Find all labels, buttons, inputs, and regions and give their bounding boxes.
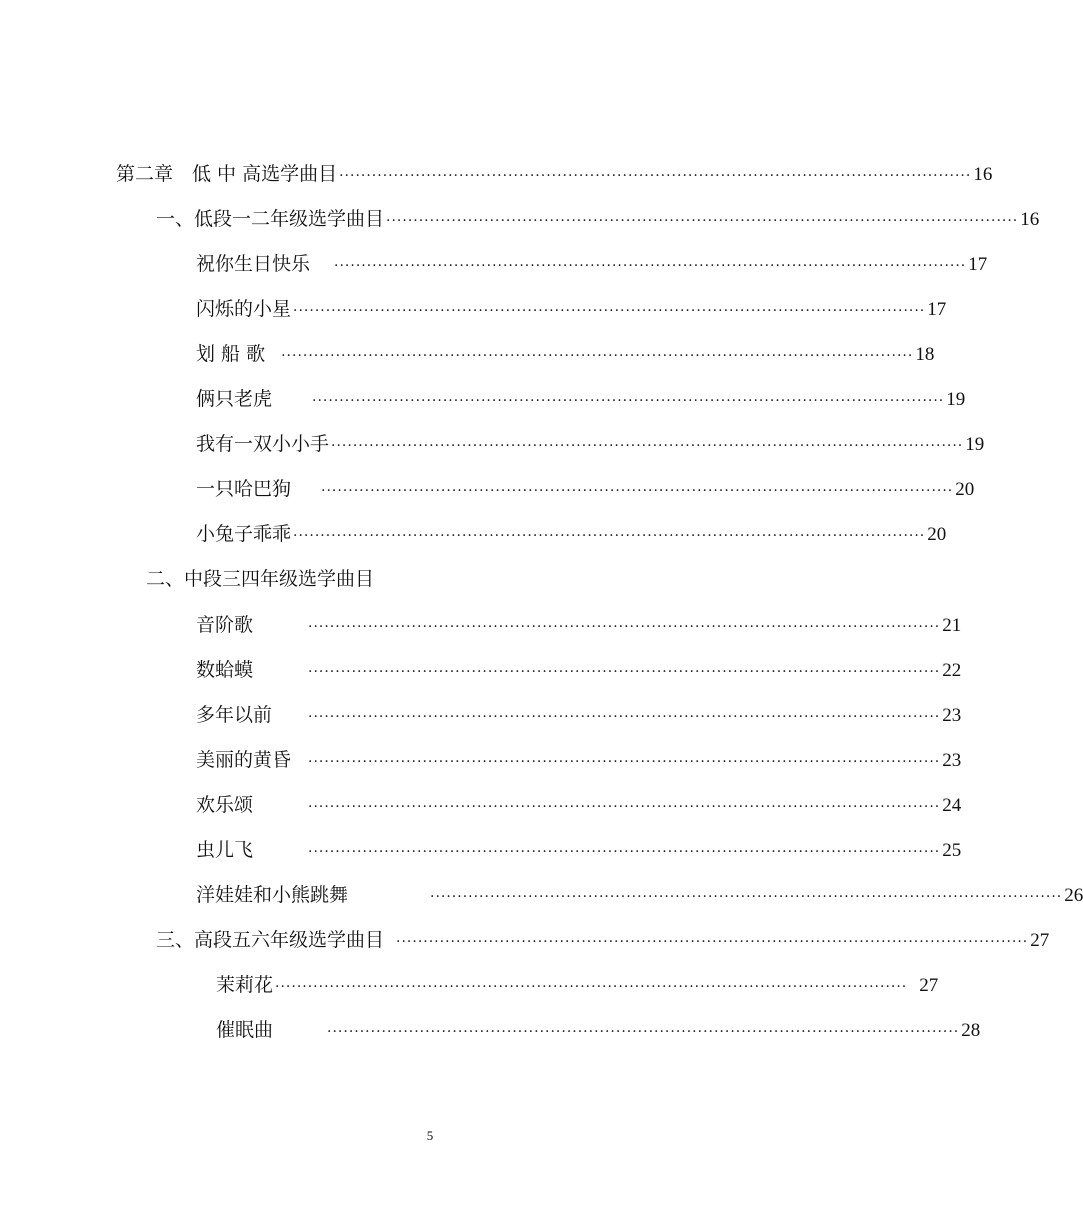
dot-leader: ···················································································································· <box>308 709 941 725</box>
toc-entry-page: 16 <box>1020 209 1040 230</box>
toc-entry-label: 虫儿飞 <box>196 839 254 861</box>
toc-entry-page: 17 <box>968 254 988 275</box>
toc-entry-page: 23 <box>942 705 962 726</box>
toc-entry-song[interactable] <box>196 701 962 729</box>
page-number: 5 <box>426 1128 434 1143</box>
toc-entry-label: 我有一双小小手 <box>196 433 330 455</box>
toc-entry-song[interactable] <box>196 520 947 548</box>
toc-entry-page: 27 <box>1030 930 1050 951</box>
toc-entry-label: 闪烁的小星 <box>196 298 292 320</box>
dot-leader: ···················································································································· <box>396 934 1029 950</box>
toc-entry-song[interactable] <box>196 611 962 639</box>
dot-leader: ···················································································································· <box>308 844 941 860</box>
toc-entry-page: 24 <box>942 795 962 816</box>
toc-entry-label: 一、低段一二年级选学曲目 <box>156 208 385 230</box>
toc-entry-song[interactable] <box>196 430 985 458</box>
toc-entry-label: 小兔子乖乖 <box>196 523 292 545</box>
toc-entry-label: 音阶歌 <box>196 614 254 636</box>
toc-entry-song[interactable] <box>196 746 962 774</box>
toc-entry-section-1[interactable] <box>156 205 1040 233</box>
toc-entry-label: 催眠曲 <box>216 1019 274 1041</box>
toc-entry-page: 19 <box>946 389 966 410</box>
dot-leader: ···················································································································· <box>331 438 964 454</box>
toc-entry-label: 一只哈巴狗 <box>196 478 292 500</box>
dot-leader: ···················································································································· <box>275 979 908 995</box>
toc-entry-page: 28 <box>961 1020 981 1041</box>
toc-entry-song[interactable] <box>196 250 988 278</box>
toc-entry-song[interactable] <box>216 1016 981 1044</box>
toc-entry-label: 二、中段三四年级选学曲目 <box>146 568 375 590</box>
toc-entry-label: 俩只老虎 <box>196 388 273 410</box>
toc-entry-label: 划 船 歌 <box>196 343 266 365</box>
toc-entry-label: 欢乐颂 <box>196 794 254 816</box>
toc-entry-page: 17 <box>927 299 947 320</box>
toc-entry-song[interactable] <box>196 475 975 503</box>
toc-entry-label: 美丽的黄昏 <box>196 749 292 771</box>
toc-entry-song[interactable] <box>196 340 935 368</box>
toc-entry-page: 18 <box>915 344 935 365</box>
dot-leader: ···················································································································· <box>281 348 914 364</box>
dot-leader: ···················································································································· <box>386 213 1019 229</box>
toc-entry-page: 27 <box>919 975 939 996</box>
toc-entry-page: 20 <box>927 524 947 545</box>
toc-entry-page: 26 <box>1064 885 1083 906</box>
toc-entry-label: 多年以前 <box>196 704 273 726</box>
toc-entry-label: 祝你生日快乐 <box>196 253 311 275</box>
toc-entry-song[interactable] <box>196 385 966 413</box>
dot-leader: ···················································································································· <box>321 483 954 499</box>
toc-entry-label: 三、高段五六年级选学曲目 <box>156 929 385 951</box>
toc-entry-page: 25 <box>942 840 962 861</box>
toc-entry-page: 21 <box>942 615 962 636</box>
dot-leader: ···················································································································· <box>339 168 972 184</box>
toc-entry-section-3[interactable] <box>156 926 1050 954</box>
dot-leader: ···················································································································· <box>308 799 941 815</box>
toc-entry-page: 19 <box>965 434 985 455</box>
toc-entry-label: 洋娃娃和小熊跳舞 <box>196 884 349 906</box>
toc-entry-song[interactable] <box>196 836 962 864</box>
toc-entry-song[interactable] <box>196 881 1083 909</box>
dot-leader: ···················································································································· <box>293 528 926 544</box>
toc-entry-section-2[interactable] <box>146 565 546 593</box>
toc-entry-page: 23 <box>942 750 962 771</box>
dot-leader: ···················································································································· <box>327 1024 960 1040</box>
toc-entry-label: 数蛤蟆 <box>196 659 254 681</box>
toc-entry-page: 22 <box>942 660 962 681</box>
toc-entry-song[interactable] <box>196 791 962 819</box>
dot-leader: ···················································································································· <box>293 303 926 319</box>
toc-entry-song[interactable] <box>196 295 947 323</box>
toc-entry-page: 16 <box>973 164 993 185</box>
toc-entry-label: 第二章 低 中 高选学曲目 <box>116 163 338 185</box>
dot-leader: ···················································································································· <box>430 889 1063 905</box>
toc-entry-page: 20 <box>955 479 975 500</box>
dot-leader: ···················································································································· <box>308 619 941 635</box>
toc-entry-song[interactable] <box>196 656 962 684</box>
toc-entry-song[interactable] <box>216 971 939 999</box>
dot-leader: ···················································································································· <box>334 258 967 274</box>
dot-leader: ···················································································································· <box>308 754 941 770</box>
toc-entry-chapter-2[interactable] <box>116 160 993 188</box>
toc-entry-label: 茉莉花 <box>216 974 274 996</box>
dot-leader: ···················································································································· <box>308 664 941 680</box>
dot-leader: ···················································································································· <box>312 393 945 409</box>
